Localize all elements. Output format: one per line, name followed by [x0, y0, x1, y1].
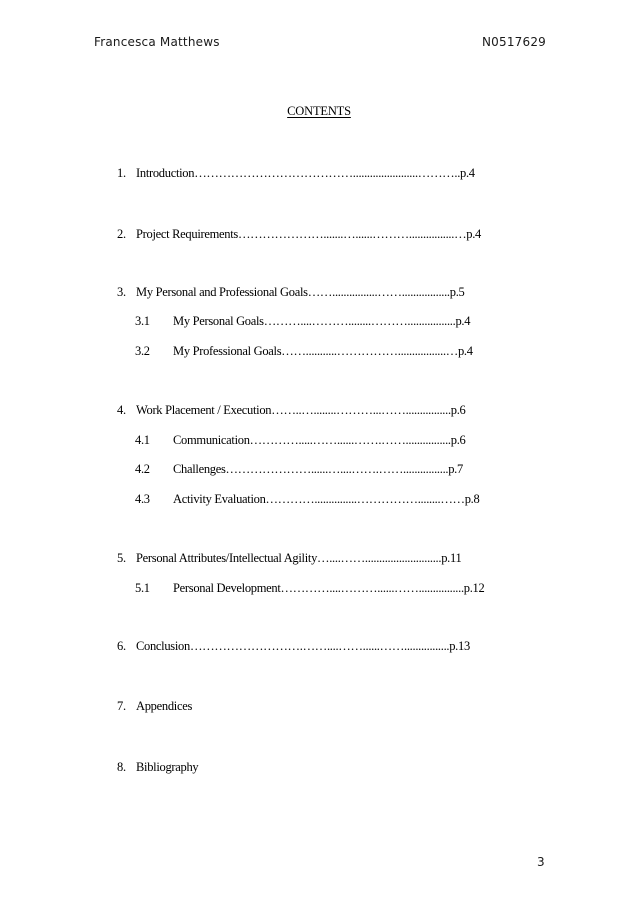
- toc-entry-text: Personal Attributes/Intellectual Agility…....……...........................p.11: [136, 551, 462, 565]
- toc-entry-text: Personal Development…………....………......……................p.12: [173, 581, 485, 595]
- toc-entry-number: 3.2: [135, 344, 150, 358]
- toc-entry-text: My Personal and Professional Goals……................…….................p.5: [136, 285, 465, 299]
- toc-entry-text: Project Requirements………………….......…......………................…p.4: [136, 227, 482, 241]
- toc-entry-number: 5.: [117, 551, 126, 565]
- toc-entry-number: 2.: [117, 227, 126, 241]
- toc-entry-number: 4.2: [135, 462, 150, 476]
- toc-entry-text: Activity Evaluation…………...............……………........……p.8: [173, 492, 480, 506]
- toc-entry-text: Challenges…………………......…....…….……................p.7: [173, 462, 463, 476]
- contents-heading-text: CONTENTS: [287, 104, 351, 118]
- toc-entry-text: My Professional Goals……...........…………….................…p.4: [173, 344, 473, 358]
- toc-entry-text: Work Placement / Execution……..…........………...……................p.6: [136, 403, 466, 417]
- toc-entry-number: 6.: [117, 639, 126, 653]
- page-number: 3: [537, 855, 545, 869]
- toc-entry-number: 5.1: [135, 581, 150, 595]
- toc-entry-text: Bibliography: [136, 760, 199, 774]
- toc-entry-text: Communication………….....……......…….……................p.6: [173, 433, 466, 447]
- toc-entry-number: 1.: [117, 166, 126, 180]
- toc-entry-number: 8.: [117, 760, 126, 774]
- toc-entry-text: Appendices: [136, 699, 193, 713]
- toc-entry-number: 4.1: [135, 433, 150, 447]
- toc-entry-number: 3.1: [135, 314, 150, 328]
- toc-entry-number: 4.: [117, 403, 126, 417]
- header-student-id: N0517629: [482, 35, 547, 49]
- toc-entry-text: Introduction………………………………….......................………..p.4: [136, 166, 475, 180]
- toc-entry-text: My Personal Goals………....………........……….................p.4: [173, 314, 471, 328]
- toc-entry-text: Conclusion……………………….……....……......……................p.13: [136, 639, 470, 653]
- toc-entry-number: 3.: [117, 285, 126, 299]
- toc-entry-number: 7.: [117, 699, 126, 713]
- header-author: Francesca Matthews: [94, 35, 220, 49]
- toc-entry-number: 4.3: [135, 492, 150, 506]
